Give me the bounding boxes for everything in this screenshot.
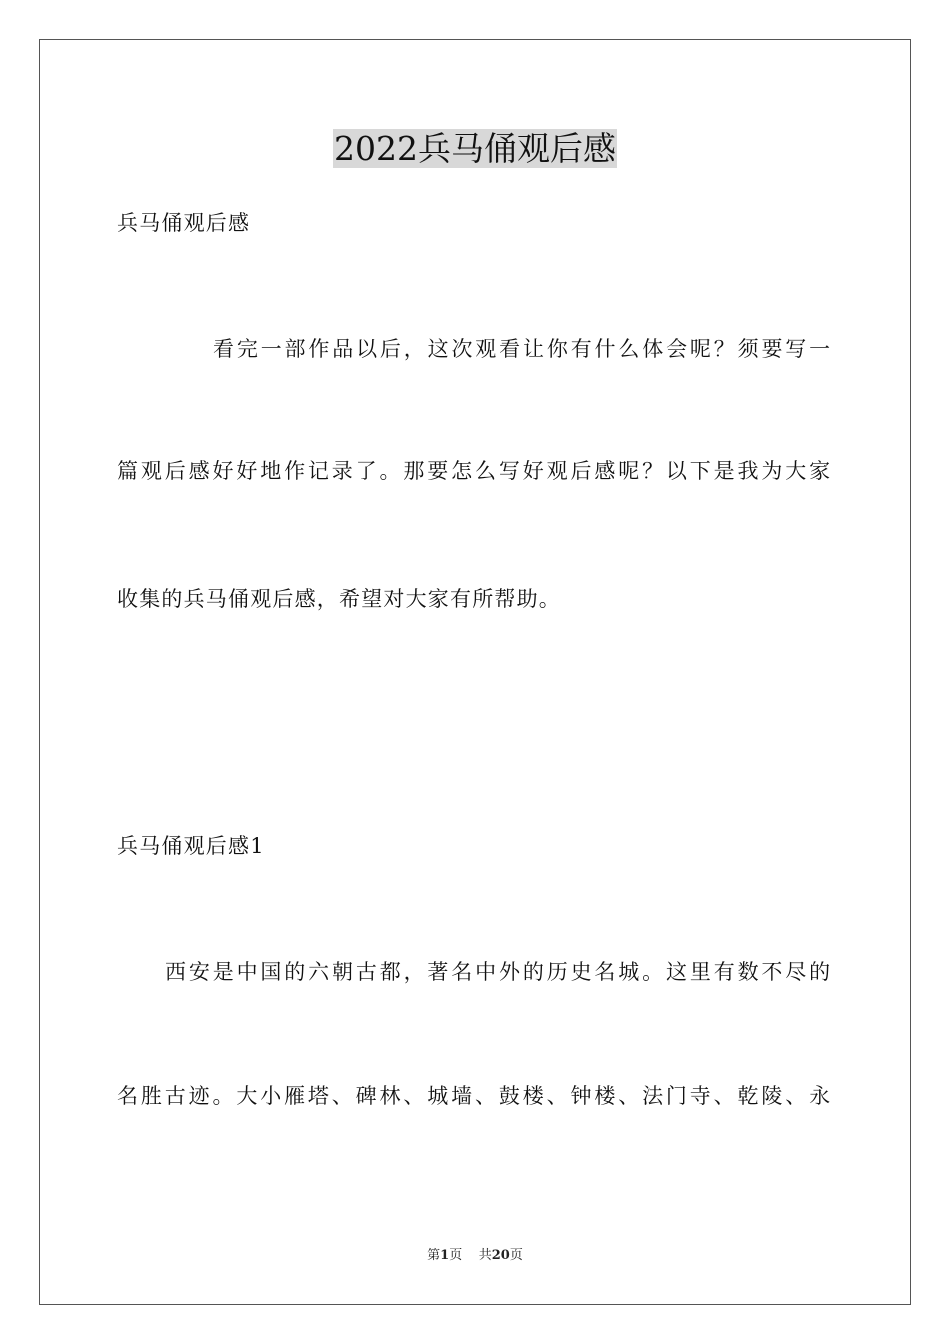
body-line-1: 西安是中国的六朝古都，著名中外的历史名城。这里有数不尽的 — [165, 960, 833, 984]
intro-line-1: 看完一部作品以后，这次观看让你有什么体会呢？须要写一 — [213, 337, 833, 361]
footer-total-suffix: 页 — [509, 1248, 523, 1263]
intro-line-2: 篇观后感好好地作记录了。那要怎么写好观后感呢？以下是我为大家 — [117, 459, 833, 483]
footer-page-prefix: 第 — [427, 1248, 441, 1263]
document-title — [0, 126, 950, 172]
document-title-text: 2022兵马俑观后感 — [334, 129, 616, 168]
footer-total-prefix: 共 — [478, 1248, 492, 1263]
intro-line-3: 收集的兵马俑观后感，希望对大家有所帮助。 — [117, 587, 561, 611]
page-footer — [0, 1247, 950, 1265]
section-heading: 兵马俑观后感1 — [117, 834, 265, 858]
footer-total-pages: 20 — [491, 1248, 510, 1263]
footer-page-suffix: 页 — [449, 1248, 463, 1263]
document-subtitle: 兵马俑观后感 — [117, 211, 251, 235]
footer-page-number: 1 — [440, 1248, 450, 1263]
body-line-2: 名胜古迹。大小雁塔、碑林、城墙、鼓楼、钟楼、法门寺、乾陵、永 — [117, 1084, 833, 1108]
